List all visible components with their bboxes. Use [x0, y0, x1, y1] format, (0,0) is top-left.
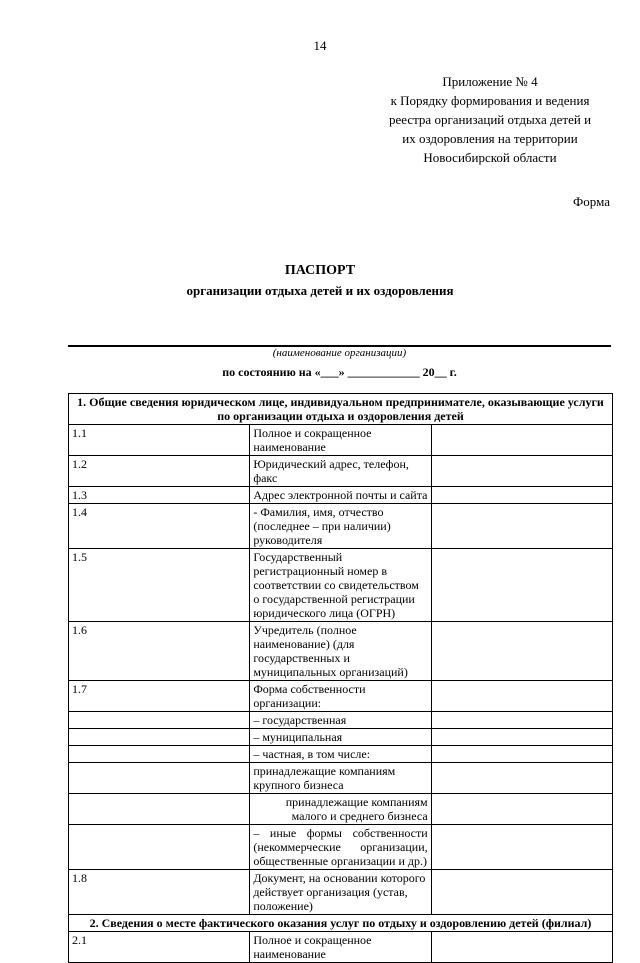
- row-label: – муниципальная: [250, 729, 431, 746]
- row-label: Адрес электронной почты и сайта: [250, 487, 431, 504]
- appendix-line: Новосибирской области: [423, 150, 557, 165]
- row-number: 2.1: [69, 932, 250, 963]
- row-label: принадлежащие компаниям малого и среднего бизнеса: [250, 794, 431, 825]
- row-number: 1.3: [69, 487, 250, 504]
- table-row: [69, 794, 613, 825]
- row-number: 1.4: [69, 504, 250, 549]
- table-row: [69, 681, 613, 712]
- row-label: Учредитель (полное наименование) (для государственных и муниципальных организаций): [250, 622, 431, 681]
- table-row: [69, 504, 613, 549]
- section-2-heading: 2. Сведения о месте фактического оказания услуг по отдыху и оздоровлению детей (филиал): [69, 915, 613, 932]
- row-label: Полное и сокращенное наименование: [250, 425, 431, 456]
- row-number: 1.7: [69, 681, 250, 712]
- table-row: [69, 729, 613, 746]
- as-of-date-line: по состоянию на «___» ____________ 20__ г.: [222, 365, 457, 379]
- appendix-line: реестра организаций отдыха детей и: [388, 112, 592, 127]
- row-value-cell[interactable]: [431, 870, 612, 915]
- row-value-cell[interactable]: [431, 504, 612, 549]
- table-row: [69, 487, 613, 504]
- row-number: [69, 729, 250, 746]
- row-label: Государственный регистрационный номер в соответствии со свидетельством о государственной регистрации юридического лица (ОГРН): [250, 549, 431, 622]
- appendix-line: их оздоровления на территории: [402, 131, 578, 146]
- row-value-cell[interactable]: [431, 487, 612, 504]
- row-label: Документ, на основании которого действует организация (устав, положение): [250, 870, 431, 915]
- appendix-header: [360, 72, 620, 167]
- document-subtitle: организации отдыха детей и их оздоровления: [186, 283, 454, 298]
- row-value-cell[interactable]: [431, 932, 612, 963]
- row-number: 1.8: [69, 870, 250, 915]
- passport-table: [68, 393, 613, 963]
- row-label: Полное и сокращенное наименование: [250, 932, 431, 963]
- document-title: ПАСПОРТ: [284, 263, 356, 278]
- row-label: – государственная: [250, 712, 431, 729]
- row-label: – частная, в том числе:: [250, 746, 431, 763]
- row-number: [69, 746, 250, 763]
- table-row: [69, 825, 613, 870]
- row-value-cell[interactable]: [431, 681, 612, 712]
- table-row: [69, 549, 613, 622]
- appendix-line: к Порядку формирования и ведения: [390, 93, 590, 108]
- row-number: 1.6: [69, 622, 250, 681]
- table-row: [69, 712, 613, 729]
- row-value-cell[interactable]: [431, 825, 612, 870]
- table-row: [69, 746, 613, 763]
- row-value-cell[interactable]: [431, 549, 612, 622]
- row-number: [69, 763, 250, 794]
- table-row: [69, 622, 613, 681]
- row-label: Форма собственности организации:: [250, 681, 431, 712]
- organization-name-caption: (наименование организации): [272, 347, 407, 359]
- row-value-cell[interactable]: [431, 794, 612, 825]
- table-row: [69, 456, 613, 487]
- table-row: [69, 763, 613, 794]
- row-value-cell[interactable]: [431, 622, 612, 681]
- row-value-cell[interactable]: [431, 456, 612, 487]
- page-number: 14: [313, 38, 327, 53]
- row-value-cell[interactable]: [431, 712, 612, 729]
- form-label: Форма: [573, 194, 610, 209]
- row-label: Юридический адрес, телефон, факс: [250, 456, 431, 487]
- row-value-cell[interactable]: [431, 746, 612, 763]
- section-header-row: [69, 915, 613, 932]
- row-number: 1.1: [69, 425, 250, 456]
- section-1-heading: 1. Общие сведения юридическом лице, индивидуальном предпринимателе, оказывающие услуги по организации отдыха и оздоровления детей: [69, 394, 613, 425]
- row-value-cell[interactable]: [431, 763, 612, 794]
- table-row: [69, 870, 613, 915]
- row-number: [69, 712, 250, 729]
- row-value-cell[interactable]: [431, 729, 612, 746]
- row-label: – иные формы собственности (некоммерческие организации, общественные организации и др.): [250, 825, 431, 870]
- row-label: - Фамилия, имя, отчество (последнее – при наличии) руководителя: [250, 504, 431, 549]
- row-number: 1.2: [69, 456, 250, 487]
- row-label: принадлежащие компаниям крупного бизнеса: [250, 763, 431, 794]
- row-value-cell[interactable]: [431, 425, 612, 456]
- section-header-row: [69, 394, 613, 425]
- table-row: [69, 932, 613, 963]
- row-number: 1.5: [69, 549, 250, 622]
- row-number: [69, 794, 250, 825]
- row-number: [69, 825, 250, 870]
- appendix-line: Приложение № 4: [442, 74, 538, 89]
- table-row: [69, 425, 613, 456]
